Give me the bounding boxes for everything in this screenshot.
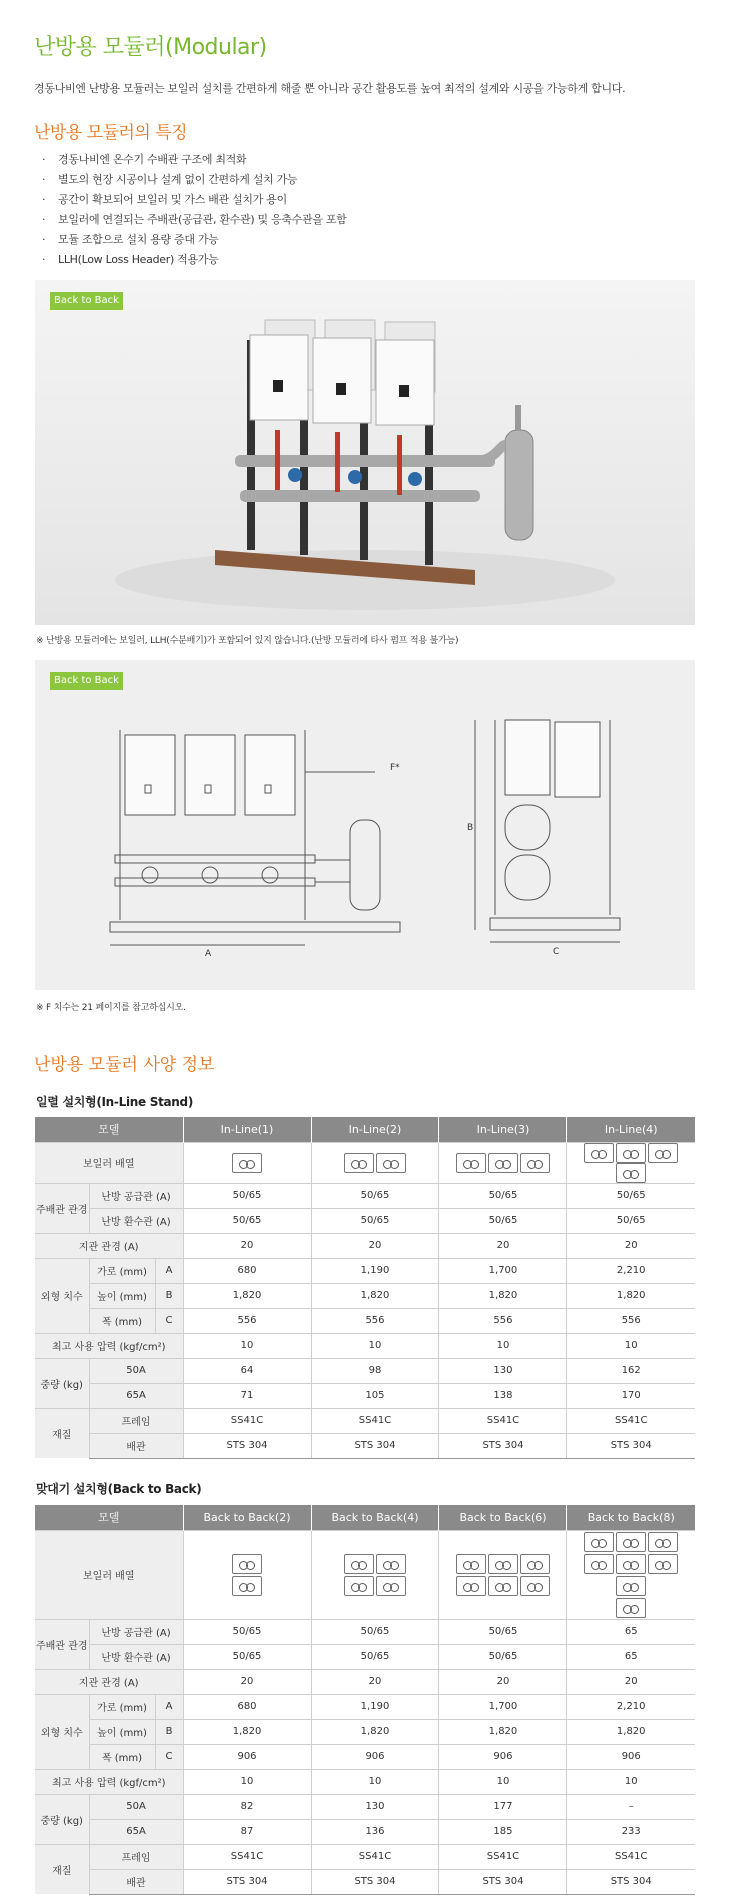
boiler-layout-icon bbox=[183, 1530, 311, 1619]
row-label: 중량 (kg) bbox=[35, 1358, 89, 1408]
row-label: 보일러 배열 bbox=[35, 1142, 183, 1183]
cell: 65 bbox=[567, 1644, 695, 1669]
cell: 50/65 bbox=[439, 1644, 567, 1669]
cell: 177 bbox=[439, 1794, 567, 1819]
cell: 130 bbox=[311, 1794, 439, 1819]
note-boiler-not-included: ※ 난방용 모듈러에는 보일러, LLH(수분배기)가 포함되어 있지 않습니다.(난방 모듈러에 타사 펌프 적용 불가능) bbox=[36, 636, 459, 646]
note-f-dimension: ※ F 치수는 21 페이지를 참고하십시오. bbox=[36, 1003, 186, 1013]
cell: STS 304 bbox=[439, 1869, 567, 1894]
row-label: 외형 치수 bbox=[35, 1258, 89, 1333]
row-label: 난방 환수관 (A) bbox=[89, 1208, 183, 1233]
boiler-layout-icon bbox=[567, 1142, 695, 1183]
cell: SS41C bbox=[183, 1408, 311, 1433]
feature-item: · 공간이 확보되어 보일러 및 가스 배관 설치가 용이 bbox=[40, 190, 347, 210]
cell: 556 bbox=[567, 1308, 695, 1333]
row-letter: A bbox=[155, 1258, 183, 1283]
cell: 136 bbox=[311, 1819, 439, 1844]
cell: 20 bbox=[567, 1669, 695, 1694]
row-label: 가로 (mm) bbox=[89, 1258, 155, 1283]
cell: STS 304 bbox=[183, 1433, 311, 1458]
cell: 20 bbox=[183, 1233, 311, 1258]
cell: STS 304 bbox=[311, 1433, 439, 1458]
cell: 50/65 bbox=[439, 1619, 567, 1644]
cell: 98 bbox=[311, 1358, 439, 1383]
inline-spec-table bbox=[35, 1117, 695, 1459]
row-label: 가로 (mm) bbox=[89, 1694, 155, 1719]
header-col: Back to Back(6) bbox=[439, 1505, 567, 1530]
row-label: 프레임 bbox=[89, 1408, 183, 1433]
row-letter: B bbox=[155, 1719, 183, 1744]
cell: 20 bbox=[183, 1669, 311, 1694]
cell: 1,820 bbox=[183, 1719, 311, 1744]
cell: 906 bbox=[183, 1744, 311, 1769]
cell: 556 bbox=[439, 1308, 567, 1333]
btb-spec-table bbox=[35, 1505, 695, 1895]
row-label: 보일러 배열 bbox=[35, 1530, 183, 1619]
cell: 1,820 bbox=[439, 1719, 567, 1744]
header-col: In-Line(2) bbox=[311, 1117, 439, 1142]
cell: 20 bbox=[567, 1233, 695, 1258]
cell: 1,190 bbox=[311, 1694, 439, 1719]
cell: 2,210 bbox=[567, 1258, 695, 1283]
cell: 64 bbox=[183, 1358, 311, 1383]
cell: 2,210 bbox=[567, 1694, 695, 1719]
cell: 10 bbox=[183, 1769, 311, 1794]
row-letter: C bbox=[155, 1308, 183, 1333]
dim-label-c: C bbox=[553, 947, 560, 957]
row-letter: C bbox=[155, 1744, 183, 1769]
cell: 233 bbox=[567, 1819, 695, 1844]
cell: 10 bbox=[439, 1769, 567, 1794]
cell: 71 bbox=[183, 1383, 311, 1408]
row-label: 외형 치수 bbox=[35, 1694, 89, 1769]
cell: 50/65 bbox=[311, 1619, 439, 1644]
cell: 82 bbox=[183, 1794, 311, 1819]
cell: 50/65 bbox=[567, 1208, 695, 1233]
cell: 50/65 bbox=[311, 1183, 439, 1208]
cell: 50/65 bbox=[183, 1619, 311, 1644]
cell: 680 bbox=[183, 1258, 311, 1283]
row-label: 난방 환수관 (A) bbox=[89, 1644, 183, 1669]
row-label: 최고 사용 압력 (kgf/cm²) bbox=[35, 1769, 183, 1794]
row-label: 지관 관경 (A) bbox=[35, 1669, 183, 1694]
dim-label-a: A bbox=[205, 949, 212, 959]
row-label: 배관 bbox=[89, 1869, 183, 1894]
cell: SS41C bbox=[567, 1408, 695, 1433]
header-col: In-Line(4) bbox=[567, 1117, 695, 1142]
cell: 50/65 bbox=[439, 1208, 567, 1233]
cell: 1,820 bbox=[183, 1283, 311, 1308]
cell: STS 304 bbox=[311, 1869, 439, 1894]
back-to-back-tag: Back to Back bbox=[50, 672, 123, 690]
cell: SS41C bbox=[439, 1844, 567, 1869]
cell: 10 bbox=[311, 1769, 439, 1794]
cell: 906 bbox=[567, 1744, 695, 1769]
cell: 105 bbox=[311, 1383, 439, 1408]
spec-section-title: 난방용 모듈러 사양 정보 bbox=[34, 1055, 215, 1075]
header-col: Back to Back(2) bbox=[183, 1505, 311, 1530]
row-label: 재질 bbox=[35, 1408, 89, 1458]
row-label: 높이 (mm) bbox=[89, 1283, 155, 1308]
boiler-layout-icon bbox=[439, 1530, 567, 1619]
row-label: 지관 관경 (A) bbox=[35, 1233, 183, 1258]
cell: SS41C bbox=[183, 1844, 311, 1869]
modular-render-illustration bbox=[35, 280, 695, 625]
row-label: 높이 (mm) bbox=[89, 1719, 155, 1744]
cell: 162 bbox=[567, 1358, 695, 1383]
cell: 50/65 bbox=[311, 1644, 439, 1669]
row-letter: B bbox=[155, 1283, 183, 1308]
feature-item: · 별도의 현장 시공이나 설계 없이 간편하게 설치 가능 bbox=[40, 170, 347, 190]
cell: 906 bbox=[311, 1744, 439, 1769]
cell: 50/65 bbox=[183, 1208, 311, 1233]
row-label: 65A bbox=[89, 1383, 183, 1408]
cell: SS41C bbox=[311, 1844, 439, 1869]
cell: 170 bbox=[567, 1383, 695, 1408]
cell: 50/65 bbox=[439, 1183, 567, 1208]
header-col: In-Line(3) bbox=[439, 1117, 567, 1142]
cell: STS 304 bbox=[439, 1433, 567, 1458]
cell: 1,820 bbox=[311, 1283, 439, 1308]
row-label: 50A bbox=[89, 1794, 183, 1819]
row-label: 배관 bbox=[89, 1433, 183, 1458]
features-list bbox=[40, 150, 347, 270]
cell: 1,700 bbox=[439, 1258, 567, 1283]
back-to-back-tag: Back to Back bbox=[50, 292, 123, 310]
row-label: 폭 (mm) bbox=[89, 1744, 155, 1769]
cell: 20 bbox=[439, 1669, 567, 1694]
product-render-image bbox=[35, 280, 695, 625]
row-letter: A bbox=[155, 1694, 183, 1719]
cell: 185 bbox=[439, 1819, 567, 1844]
cell: 1,820 bbox=[311, 1719, 439, 1744]
row-label: 재질 bbox=[35, 1844, 89, 1894]
row-label: 프레임 bbox=[89, 1844, 183, 1869]
dim-label-f: F* bbox=[390, 763, 400, 773]
row-label: 50A bbox=[89, 1358, 183, 1383]
row-label: 최고 사용 압력 (kgf/cm²) bbox=[35, 1333, 183, 1358]
row-label: 주배관 관경 bbox=[35, 1183, 89, 1233]
cell: SS41C bbox=[567, 1844, 695, 1869]
header-model: 모델 bbox=[35, 1117, 183, 1142]
cell: – bbox=[567, 1794, 695, 1819]
cell: 50/65 bbox=[183, 1183, 311, 1208]
row-label: 폭 (mm) bbox=[89, 1308, 155, 1333]
boiler-layout-icon bbox=[311, 1142, 439, 1183]
cell: 906 bbox=[439, 1744, 567, 1769]
cell: STS 304 bbox=[567, 1433, 695, 1458]
cell: 20 bbox=[311, 1669, 439, 1694]
cell: 1,820 bbox=[439, 1283, 567, 1308]
cell: 50/65 bbox=[183, 1644, 311, 1669]
cell: 65 bbox=[567, 1619, 695, 1644]
cell: 20 bbox=[439, 1233, 567, 1258]
intro-text: 경동나비엔 난방용 모듈러는 보일러 설치를 간편하게 해줄 뿐 아니라 공간 활용도를 높여 최적의 설계와 시공을 가능하게 합니다. bbox=[34, 82, 626, 95]
boiler-layout-icon bbox=[311, 1530, 439, 1619]
inline-table-title: 일렬 설치형(In-Line Stand) bbox=[36, 1095, 194, 1109]
boiler-layout-icon bbox=[183, 1142, 311, 1183]
row-label: 난방 공급관 (A) bbox=[89, 1619, 183, 1644]
feature-item: · LLH(Low Loss Header) 적용가능 bbox=[40, 250, 347, 270]
header-col: Back to Back(4) bbox=[311, 1505, 439, 1530]
cell: 10 bbox=[567, 1769, 695, 1794]
cell: 20 bbox=[311, 1233, 439, 1258]
cell: SS41C bbox=[439, 1408, 567, 1433]
feature-item: · 경동나비엔 온수기 수배관 구조에 최적화 bbox=[40, 150, 347, 170]
cell: STS 304 bbox=[567, 1869, 695, 1894]
btb-table-title: 맞대기 설치형(Back to Back) bbox=[36, 1482, 202, 1496]
page-title: 난방용 모듈러(Modular) bbox=[34, 35, 267, 60]
cell: 1,820 bbox=[567, 1283, 695, 1308]
dim-label-b: B bbox=[467, 823, 474, 833]
cell: 130 bbox=[439, 1358, 567, 1383]
technical-drawing bbox=[35, 660, 695, 990]
features-title: 난방용 모듈러의 특징 bbox=[34, 123, 188, 143]
cell: 1,820 bbox=[567, 1719, 695, 1744]
cell: 556 bbox=[183, 1308, 311, 1333]
cell: 87 bbox=[183, 1819, 311, 1844]
boiler-layout-icon bbox=[439, 1142, 567, 1183]
header-col: In-Line(1) bbox=[183, 1117, 311, 1142]
cell: 556 bbox=[311, 1308, 439, 1333]
cell: 10 bbox=[567, 1333, 695, 1358]
cell: 10 bbox=[439, 1333, 567, 1358]
cell: 138 bbox=[439, 1383, 567, 1408]
cell: SS41C bbox=[311, 1408, 439, 1433]
feature-item: · 모듈 조합으로 설치 용량 증대 가능 bbox=[40, 230, 347, 250]
header-model: 모델 bbox=[35, 1505, 183, 1530]
cell: STS 304 bbox=[183, 1869, 311, 1894]
cell: 1,700 bbox=[439, 1694, 567, 1719]
header-col: Back to Back(8) bbox=[567, 1505, 695, 1530]
boiler-layout-icon bbox=[567, 1530, 695, 1619]
cell: 10 bbox=[311, 1333, 439, 1358]
cell: 50/65 bbox=[567, 1183, 695, 1208]
row-label: 난방 공급관 (A) bbox=[89, 1183, 183, 1208]
feature-item: · 보일러에 연결되는 주배관(공급관, 환수관) 및 응축수관을 포함 bbox=[40, 210, 347, 230]
cell: 50/65 bbox=[311, 1208, 439, 1233]
cell: 680 bbox=[183, 1694, 311, 1719]
row-label: 주배관 관경 bbox=[35, 1619, 89, 1669]
row-label: 중량 (kg) bbox=[35, 1794, 89, 1844]
cell: 1,190 bbox=[311, 1258, 439, 1283]
dimension-drawing bbox=[35, 660, 695, 990]
cell: 10 bbox=[183, 1333, 311, 1358]
row-label: 65A bbox=[89, 1819, 183, 1844]
